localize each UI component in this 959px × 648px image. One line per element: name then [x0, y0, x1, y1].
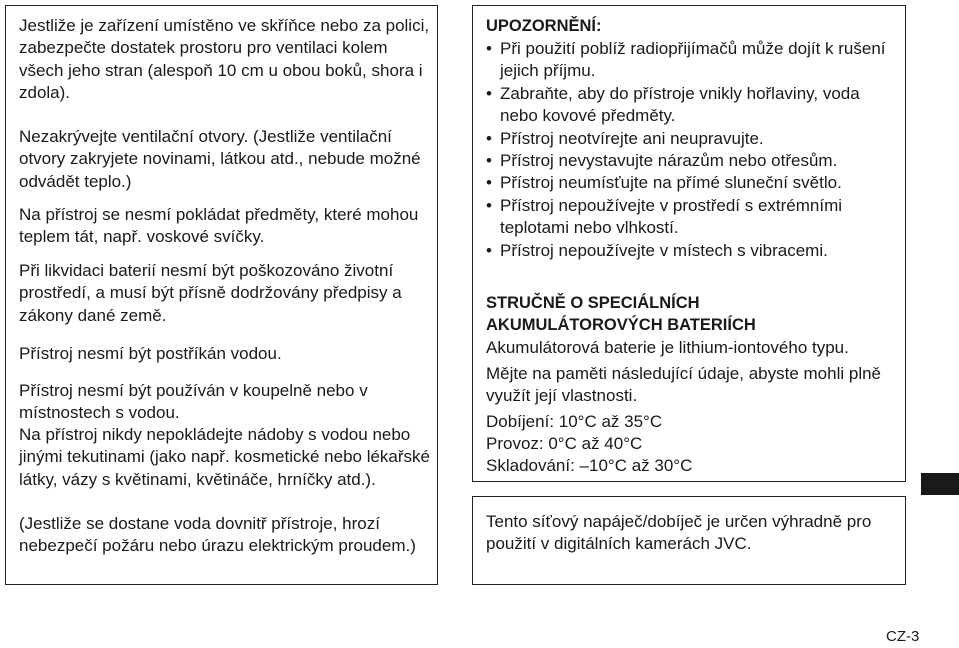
adapter-note-box	[472, 496, 906, 585]
water-inside-text: (Jestliže se dostane voda dovnitř přístroje, hrozí nebezpečí požáru nebo úrazu elektrickým proudem.)	[19, 514, 416, 556]
ventilation-openings-text: Nezakrývejte ventilační otvory. (Jestliže ventilační otvory zakryjete novinami, látkou atd., nebude možné odvádět teplo.)	[19, 127, 421, 191]
charging-temperature: Dobíjení: 10°C až 35°C	[486, 412, 663, 431]
list-item: • Přístroj nepoužívejte v místech s vibracemi.	[486, 240, 898, 262]
storage-temperature: Skladování: –10°C až 30°C	[486, 456, 693, 475]
warning-and-battery-box	[472, 5, 906, 482]
safety-instructions-box	[5, 5, 438, 585]
bathroom-text: Přístroj nesmí být používán v koupelně nebo v místnostech s vodou.	[19, 381, 368, 423]
list-item: • Přístroj neumísťujte na přímé sluneční světlo.	[486, 172, 898, 194]
adapter-note-text: Tento síťový napáječ/dobíječ je určen výhradně pro použití v digitálních kamerách JVC.	[486, 512, 872, 554]
water-splash-text: Přístroj nesmí být postříkán vodou.	[19, 344, 282, 363]
list-item: • Zabraňte, aby do přístroje vnikly hořlaviny, voda nebo kovové předměty.	[486, 83, 898, 128]
section-tab-marker	[921, 473, 959, 495]
liquid-containers-text: Na přístroj nikdy nepokládejte nádoby s vodou nebo jinými tekutinami (jako např. kosmetické nebo lékařské látky, vázy s květinami, květináče, hrníčky atd.).	[19, 425, 431, 489]
list-item: • Přístroj neotvírejte ani neupravujte.	[486, 128, 898, 150]
battery-title-line1: STRUČNĚ O SPECIÁLNÍCH	[486, 294, 700, 312]
battery-remember-text: Mějte na paměti následující údaje, abyste mohli plně využít její vlastnosti.	[486, 364, 882, 406]
operation-temperature: Provoz: 0°C až 40°C	[486, 434, 643, 453]
list-item: • Přístroj nepoužívejte v prostředí s extrémními teplotami nebo vlhkostí.	[486, 195, 898, 240]
list-item: • Při použití poblíž radiopřijímačů může dojít k rušení jejich příjmu.	[486, 38, 898, 83]
warning-title: UPOZORNĚNÍ:	[486, 17, 602, 35]
melting-objects-text: Na přístroj se nesmí pokládat předměty, které mohou teplem tát, např. voskové svíčky.	[19, 205, 419, 247]
battery-title-line2: AKUMULÁTOROVÝCH BATERIÍCH	[486, 316, 756, 334]
list-item: • Přístroj nevystavujte nárazům nebo otřesům.	[486, 150, 898, 172]
ventilation-space-text: Jestliže je zařízení umístěno ve skříňce nebo za polici, zabezpečte dostatek prostoru pro ventilaci kolem všech jeho stran (alespoň 10 cm u obou boků, shora i zdola).	[19, 16, 430, 103]
page-number: CZ-3	[886, 628, 920, 645]
battery-type-text: Akumulátorová baterie je lithium-iontového typu.	[486, 338, 849, 357]
warning-list	[486, 38, 898, 262]
battery-disposal-text: Při likvidaci baterií nesmí být poškozováno životní prostředí, a musí být přísně dodržovány předpisy a zákony dané země.	[19, 261, 402, 325]
